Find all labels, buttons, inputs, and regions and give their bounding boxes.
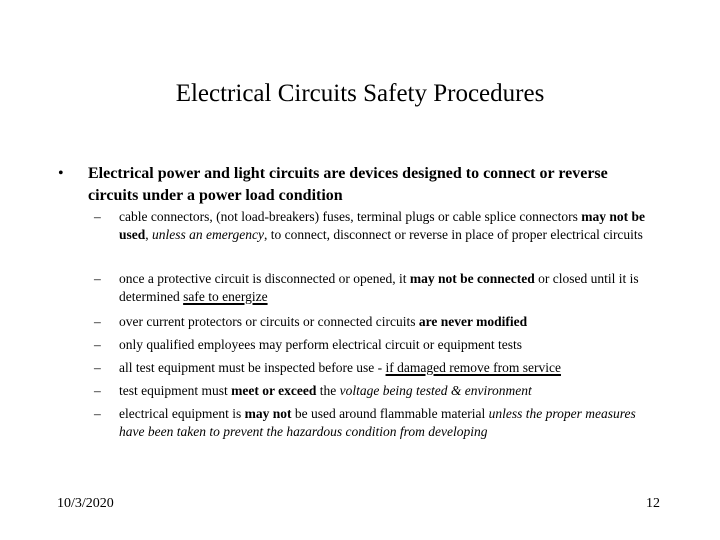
sub-text-run: once a protective circuit is disconnected or opened, it	[119, 271, 410, 286]
sub-item-text	[119, 405, 659, 441]
sub-item-text	[119, 359, 659, 377]
sub-text-bold: may not be used	[119, 209, 645, 242]
sub-text-italic: unless an emergency	[152, 227, 264, 242]
sub-item-marker: –	[94, 360, 101, 375]
sub-item-marker: –	[94, 271, 101, 286]
sub-text-run: or closed until it is determined	[119, 271, 639, 304]
sub-text-bold: may not	[244, 406, 292, 421]
sub-text-run: be used around flammable material	[291, 406, 489, 421]
sub-text-run: only qualified employees may perform electrical circuit or equipment tests	[119, 337, 522, 352]
sub-text-bold: meet or exceed	[231, 383, 317, 398]
main-bullet-marker: •	[58, 165, 64, 182]
sub-text-run: , to connect, disconnect or reverse in place of proper electrical circuits	[263, 227, 643, 242]
sub-text-bold: are never modified	[418, 314, 528, 329]
sub-text-run: all test equipment must be inspected before use -	[119, 360, 386, 375]
sub-text-run: ,	[145, 227, 153, 242]
sub-text-run: electrical equipment is	[119, 406, 245, 421]
sub-item-text	[119, 208, 659, 244]
page-number: 12	[646, 496, 660, 511]
main-bullet-line-2: circuits under a power load condition	[88, 187, 343, 204]
sub-text-underlined: safe to energize	[183, 289, 268, 304]
footer-date: 10/3/2020	[57, 496, 114, 511]
sub-item-text	[119, 270, 659, 306]
slide-title: Electrical Circuits Safety Procedures	[175, 80, 545, 107]
sub-text-bold: may not be connected	[409, 271, 535, 286]
sub-item-marker: –	[94, 337, 101, 352]
sub-item-text	[119, 382, 659, 400]
sub-text-run: the	[316, 383, 340, 398]
sub-text-italic: voltage being tested & environment	[339, 383, 532, 398]
sub-item-marker: –	[94, 209, 101, 224]
sub-item-marker: –	[94, 383, 101, 398]
sub-item-text	[119, 313, 659, 331]
sub-item-marker: –	[94, 314, 101, 329]
sub-text-run: cable connectors, (not load-breakers) fuses, terminal plugs or cable splice connectors	[119, 209, 582, 224]
main-bullet-line-1: Electrical power and light circuits are devices designed to connect or reverse	[88, 165, 608, 182]
sub-text-underlined: if damaged remove from service	[385, 360, 561, 375]
sub-text-run: over current protectors or circuits or connected circuits	[119, 314, 419, 329]
sub-item-text	[119, 336, 659, 354]
sub-item-marker: –	[94, 406, 101, 421]
main-bullet-text	[88, 163, 668, 207]
sub-text-italic: unless the proper measures have been taken to prevent the hazardous condition from developing	[119, 406, 636, 439]
sub-text-run: test equipment must	[119, 383, 232, 398]
